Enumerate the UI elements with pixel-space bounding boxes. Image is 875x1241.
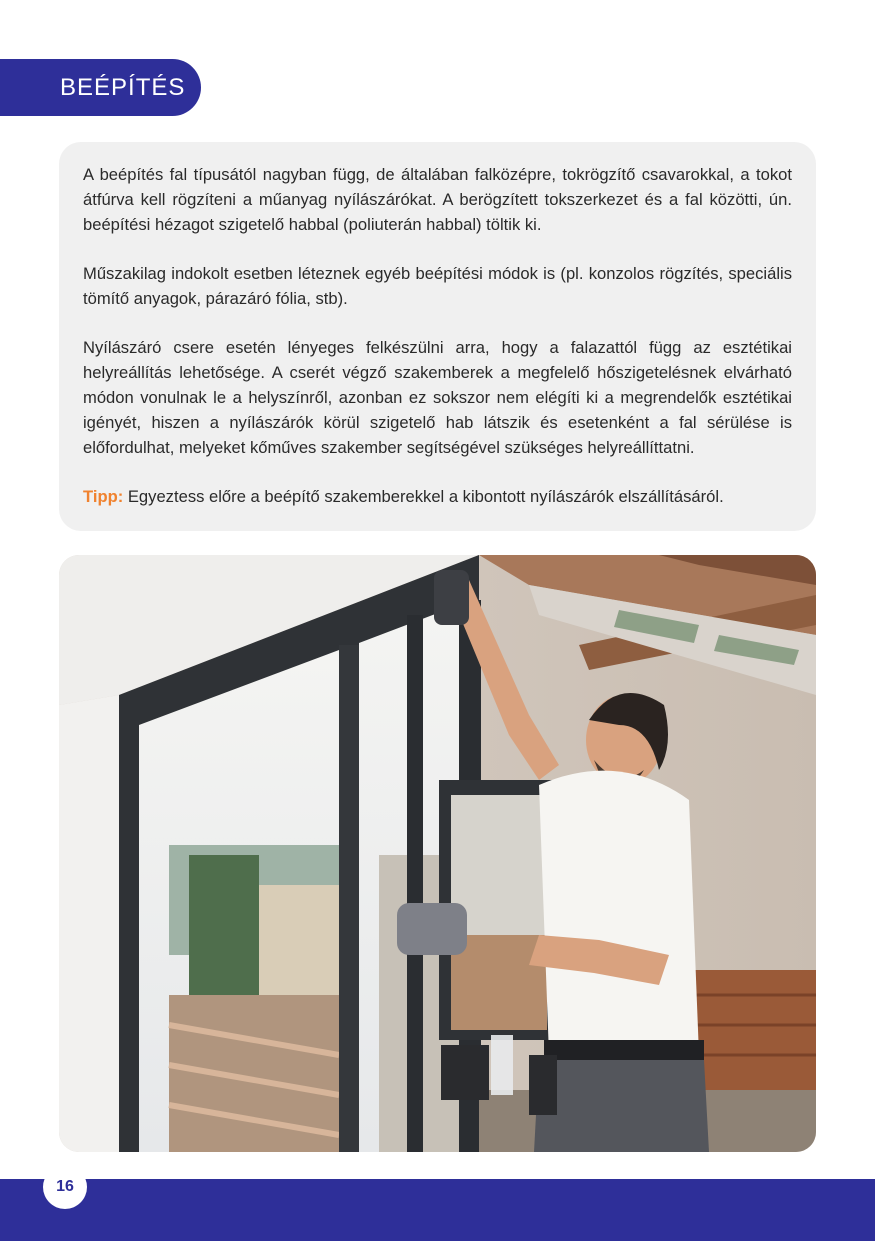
text-card bbox=[59, 142, 816, 531]
paragraph-3: Nyílászáró csere esetén lényeges felkészülni arra, hogy a falazattól függ az esztétikai helyreállítás lehetősége. A cserét végző szakemberek a megfelelő hőszigetelésnek elvárható módon vonulnak le a helyszínről, azonban ez sokszor nem elégíti ki a megrendelők esztétikai igényét, hiszen a nyílászárók körül szigetelő hab látszik és esetenként a fal sérülése is előfordulhat, melyeket kőműves szakember segítségével szükséges helyreállíttatni. bbox=[83, 338, 792, 457]
paragraph-1: A beépítés fal típusától nagyban függ, de általában falközépre, tokrögzítő csavarokkal, a tokot átfúrva kell rögzíteni a műanyag nyílászárókat. A berögzített tokszerkezet és a fal közötti, ún. beépítési hézagot szigetelő habbal (poliuterán habbal) töltik ki. bbox=[83, 165, 792, 234]
tip-paragraph bbox=[83, 484, 792, 509]
footer-bar bbox=[0, 1179, 875, 1241]
photo-window-installation bbox=[59, 555, 816, 1152]
tip-label: Tipp: bbox=[83, 487, 124, 506]
page-number-label: 16 bbox=[56, 1178, 74, 1195]
section-header-tab bbox=[0, 59, 201, 116]
section-title: BEÉPÍTÉS bbox=[60, 73, 186, 101]
paragraph-2: Műszakilag indokolt esetben léteznek egyéb beépítési módok is (pl. konzolos rögzítés, speciális tömítő anyagok, párazáró fólia, stb). bbox=[83, 264, 792, 308]
tip-text: Egyeztess előre a beépítő szakemberekkel a kibontott nyílászárók elszállításáról. bbox=[123, 487, 724, 506]
page-number bbox=[43, 1165, 87, 1209]
installation-illustration bbox=[59, 555, 816, 1152]
